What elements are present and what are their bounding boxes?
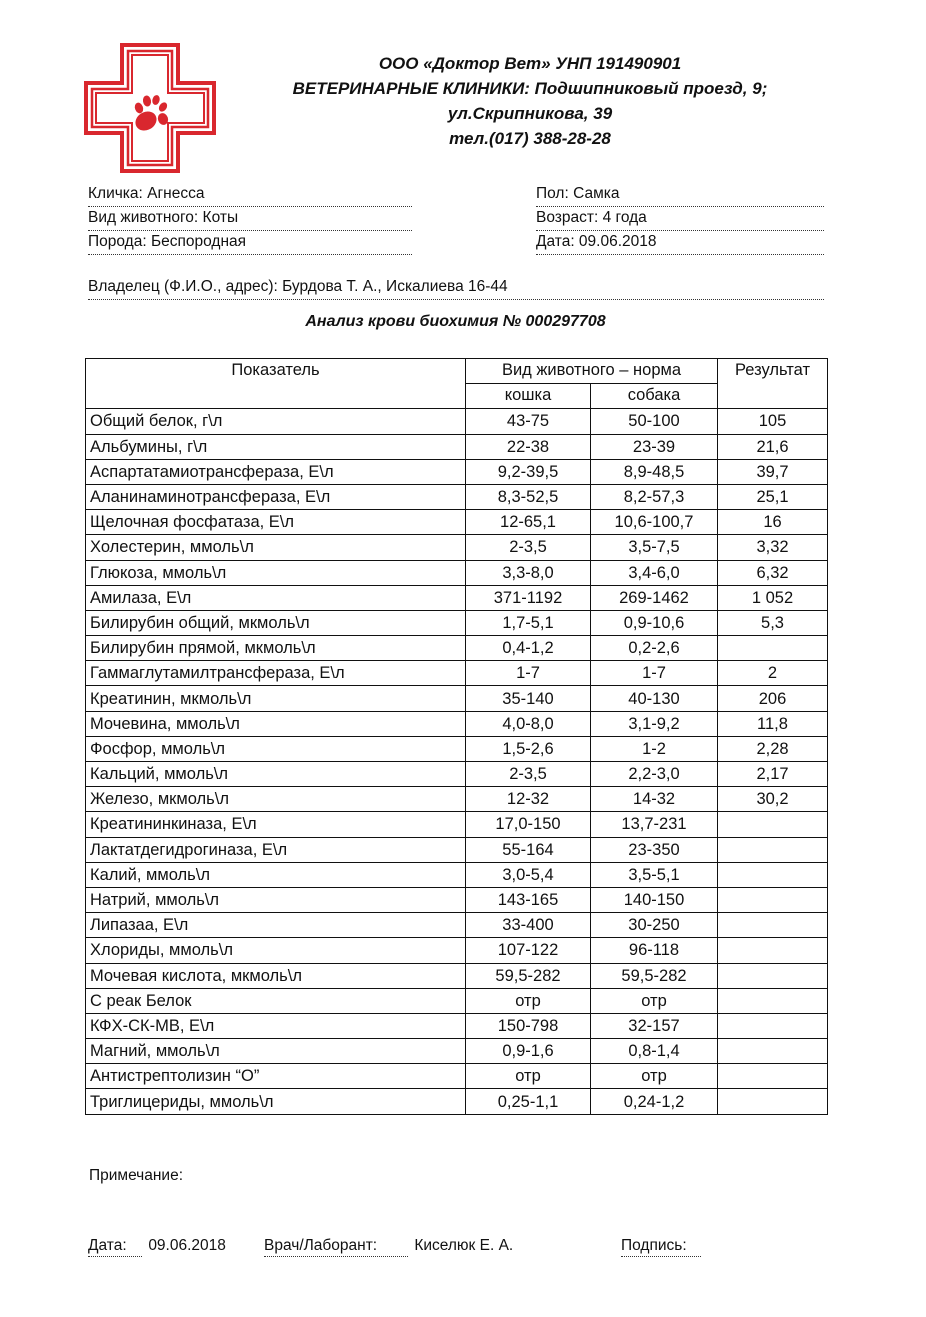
result-cell [718,887,828,912]
indicator-cell: Щелочная фосфатаза, Е\л [86,510,466,535]
table-row [86,459,828,484]
cat-norm-cell: 55-164 [466,837,591,862]
table-row [86,913,828,938]
table-row [86,787,828,812]
dog-norm-cell: 269-1462 [591,585,718,610]
dog-norm-cell: 0,9-10,6 [591,610,718,635]
dog-norm-cell: 59,5-282 [591,963,718,988]
dog-norm-cell: 3,5-5,1 [591,862,718,887]
table-row [86,535,828,560]
dog-norm-cell: 23-350 [591,837,718,862]
cat-norm-cell: 0,9-1,6 [466,1039,591,1064]
cat-norm-cell: 107-122 [466,938,591,963]
table-row [86,661,828,686]
table-row [86,862,828,887]
dog-norm-cell: отр [591,1064,718,1089]
table-row [86,686,828,711]
indicator-cell: Гаммаглутамилтрансфераза, Е\л [86,661,466,686]
dog-norm-cell: 1-7 [591,661,718,686]
table-row [86,963,828,988]
table-row [86,1089,828,1114]
cat-norm-cell: отр [466,988,591,1013]
cat-norm-cell: 2-3,5 [466,535,591,560]
clinic-logo [84,43,216,173]
patient-name-field: Кличка: Агнесса [88,184,412,207]
dog-norm-cell: 0,2-2,6 [591,636,718,661]
footer-date-value: 09.06.2018 [148,1237,226,1254]
table-row [86,837,828,862]
indicator-cell: Креатининкиназа, Е\л [86,812,466,837]
table-row [86,711,828,736]
result-cell: 11,8 [718,711,828,736]
header-cat: кошка [466,384,591,409]
report-date-field: Дата: 09.06.2018 [536,232,824,255]
indicator-cell: Амилаза, Е\л [86,585,466,610]
table-row [86,510,828,535]
result-cell [718,963,828,988]
cat-norm-cell: 3,0-5,4 [466,862,591,887]
cat-norm-cell: 143-165 [466,887,591,912]
clinic-address-line2: ул.Скрипникова, 39 [447,104,613,123]
indicator-cell: Креатинин, мкмоль\л [86,686,466,711]
result-cell: 5,3 [718,610,828,635]
footer-doctor-value: Киселюк Е. А. [414,1237,514,1254]
result-cell: 6,32 [718,560,828,585]
indicator-cell: Антистрептолизин “О” [86,1064,466,1089]
cat-norm-cell: 8,3-52,5 [466,484,591,509]
clinic-phone: тел.(017) 388-28-28 [449,129,611,148]
result-cell: 21,6 [718,434,828,459]
result-cell: 39,7 [718,459,828,484]
dog-norm-cell: 30-250 [591,913,718,938]
table-row [86,1064,828,1089]
dog-norm-cell: 1-2 [591,736,718,761]
indicator-cell: Глюкоза, ммоль\л [86,560,466,585]
header-dog: собака [591,384,718,409]
indicator-cell: Кальций, ммоль\л [86,762,466,787]
result-cell [718,837,828,862]
dog-norm-cell: 50-100 [591,409,718,434]
cat-norm-cell: 12-32 [466,787,591,812]
patient-sex-field: Пол: Самка [536,184,824,207]
indicator-cell: С реак Белок [86,988,466,1013]
cat-norm-cell: 3,3-8,0 [466,560,591,585]
result-cell: 105 [718,409,828,434]
indicator-cell: КФХ-СК-МВ, Е\л [86,1013,466,1038]
cat-norm-cell: 17,0-150 [466,812,591,837]
cat-norm-cell: 0,25-1,1 [466,1089,591,1114]
result-cell [718,913,828,938]
header-norm: Вид животного – норма [466,359,718,384]
result-cell: 2,28 [718,736,828,761]
result-cell [718,862,828,887]
dog-norm-cell: 0,24-1,2 [591,1089,718,1114]
indicator-cell: Хлориды, ммоль\л [86,938,466,963]
footer-doctor-label: Врач/Лаборант: [264,1236,408,1257]
dog-norm-cell: отр [591,988,718,1013]
footer-date [88,1236,226,1258]
indicator-cell: Липазаа, Е\л [86,913,466,938]
dog-norm-cell: 0,8-1,4 [591,1039,718,1064]
header-result: Результат [718,359,828,409]
indicator-cell: Натрий, ммоль\л [86,887,466,912]
table-row [86,560,828,585]
result-cell [718,1039,828,1064]
cat-norm-cell: 2-3,5 [466,762,591,787]
indicator-cell: Триглицериды, ммоль\л [86,1089,466,1114]
indicator-cell: Фосфор, ммоль\л [86,736,466,761]
indicator-cell: Билирубин общий, мкмоль\л [86,610,466,635]
cat-norm-cell: 9,2-39,5 [466,459,591,484]
cat-norm-cell: 1-7 [466,661,591,686]
header-indicator: Показатель [86,359,466,409]
result-cell: 25,1 [718,484,828,509]
cat-norm-cell: 33-400 [466,913,591,938]
cat-norm-cell: 35-140 [466,686,591,711]
dog-norm-cell: 3,1-9,2 [591,711,718,736]
dog-norm-cell: 10,6-100,7 [591,510,718,535]
indicator-cell: Аланинаминотрансфераза, Е\л [86,484,466,509]
dog-norm-cell: 40-130 [591,686,718,711]
patient-breed-field: Порода: Беспородная [88,232,412,255]
table-row [86,484,828,509]
table-row [86,736,828,761]
indicator-cell: Мочевая кислота, мкмоль\л [86,963,466,988]
cat-norm-cell: 1,7-5,1 [466,610,591,635]
indicator-cell: Билирубин прямой, мкмоль\л [86,636,466,661]
footer-signature-label: Подпись: [621,1236,701,1257]
result-cell: 2,17 [718,762,828,787]
dog-norm-cell: 3,4-6,0 [591,560,718,585]
report-title: Анализ крови биохимия № 000297708 [305,313,606,330]
dog-norm-cell: 3,5-7,5 [591,535,718,560]
company-name: ООО «Доктор Вет» УНП 191490901 [378,54,682,73]
cat-norm-cell: 1,5-2,6 [466,736,591,761]
indicator-cell: Аспартатамиотрансфераза, Е\л [86,459,466,484]
result-cell: 206 [718,686,828,711]
footer-doctor [264,1236,513,1258]
table-row [86,610,828,635]
result-cell [718,938,828,963]
cat-norm-cell: отр [466,1064,591,1089]
result-cell [718,1013,828,1038]
table-row [86,938,828,963]
table-row [86,887,828,912]
result-cell [718,636,828,661]
footer-date-label: Дата: [88,1236,142,1257]
dog-norm-cell: 14-32 [591,787,718,812]
result-cell: 1 052 [718,585,828,610]
indicator-cell: Мочевина, ммоль\л [86,711,466,736]
table-row [86,434,828,459]
dog-norm-cell: 8,2-57,3 [591,484,718,509]
cat-norm-cell: 150-798 [466,1013,591,1038]
red-cross-paw-logo-icon [84,43,216,173]
results-body [86,409,828,1114]
dog-norm-cell: 13,7-231 [591,812,718,837]
dog-norm-cell: 8,9-48,5 [591,459,718,484]
cat-norm-cell: 43-75 [466,409,591,434]
cat-norm-cell: 59,5-282 [466,963,591,988]
indicator-cell: Калий, ммоль\л [86,862,466,887]
clinic-address-line1: ВЕТЕРИНАРНЫЕ КЛИНИКИ: Подшипниковый проезд, 9; [292,79,768,98]
table-row [86,762,828,787]
result-cell [718,812,828,837]
cat-norm-cell: 12-65,1 [466,510,591,535]
indicator-cell: Лактатдегидрогиназа, Е\л [86,837,466,862]
footer-signature [621,1236,701,1258]
result-cell [718,1064,828,1089]
owner-field: Владелец (Ф.И.О., адрес): Бурдова Т. А., Искалиева 16-44 [88,277,824,300]
indicator-cell: Железо, мкмоль\л [86,787,466,812]
result-cell: 16 [718,510,828,535]
dog-norm-cell: 23-39 [591,434,718,459]
dog-norm-cell: 140-150 [591,887,718,912]
table-row [86,409,828,434]
results-table [85,358,828,1115]
patient-species-field: Вид животного: Коты [88,208,412,231]
table-row [86,1013,828,1038]
table-row [86,636,828,661]
dog-norm-cell: 32-157 [591,1013,718,1038]
table-row [86,988,828,1013]
dog-norm-cell: 96-118 [591,938,718,963]
result-cell [718,1089,828,1114]
indicator-cell: Холестерин, ммоль\л [86,535,466,560]
dog-norm-cell: 2,2-3,0 [591,762,718,787]
result-cell: 30,2 [718,787,828,812]
table-row [86,812,828,837]
cat-norm-cell: 371-1192 [466,585,591,610]
note-label: Примечание: [89,1167,184,1184]
cat-norm-cell: 4,0-8,0 [466,711,591,736]
indicator-cell: Общий белок, г\л [86,409,466,434]
patient-age-field: Возраст: 4 года [536,208,824,231]
result-cell [718,988,828,1013]
table-row [86,1039,828,1064]
cat-norm-cell: 0,4-1,2 [466,636,591,661]
cat-norm-cell: 22-38 [466,434,591,459]
result-cell: 3,32 [718,535,828,560]
indicator-cell: Магний, ммоль\л [86,1039,466,1064]
result-cell: 2 [718,661,828,686]
indicator-cell: Альбумины, г\л [86,434,466,459]
table-row [86,585,828,610]
